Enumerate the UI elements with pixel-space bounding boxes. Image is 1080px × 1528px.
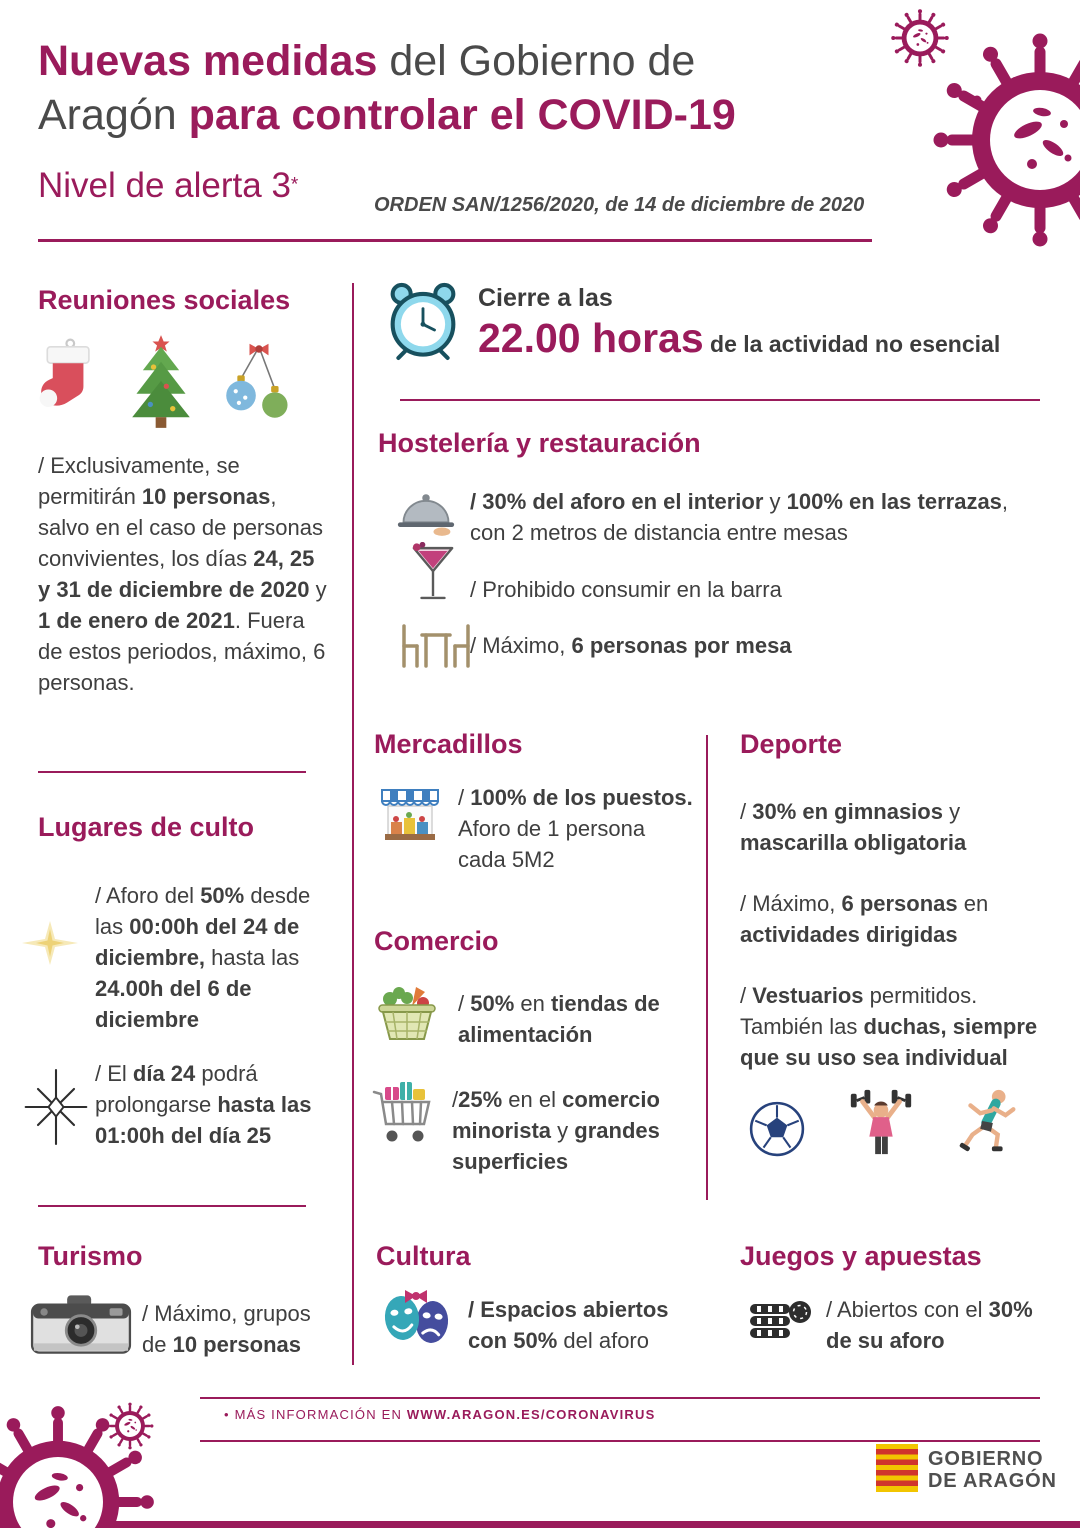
closure-banner-detail: de la actividad no esencial [703,331,1001,357]
gobierno-aragon-logo [928,1448,1057,1492]
cocktail-icon [410,542,456,611]
footer-divider-bottom [200,1440,1040,1442]
hosteleria-item-mesa: / Máximo, 6 personas por mesa [470,633,792,658]
theater-masks-icon [378,1288,456,1353]
deporte-item-vestuarios: / Vestuarios permitidos. También las duchas, siempre que su uso sea individual [740,983,1038,1070]
camera-icon [30,1288,132,1365]
logo-line1: GOBIERNO [928,1448,1044,1470]
page-title-line1: Nuevas medidas del Gobierno de [38,37,696,85]
coronavirus-info-url: WWW.ARAGON.ES/CORONAVIRUS [406,1407,656,1422]
culto-item-aforo: / Aforo del 50% desde las 00:00h del 24 de diciembre, hasta las 24.00h del 6 de diciembre [95,883,311,1032]
section-title-hosteleria: Hostelería y restauración [378,428,701,458]
deporte-item-gimnasios: / 30% en gimnasios y mascarilla obligatoria [740,799,967,855]
candle-glow-icon [18,920,82,971]
deporte-item-actividades: / Máximo, 6 personas en actividades dirigidas [740,891,989,947]
shopping-cart-icon [372,1080,438,1151]
section-title-juegos: Juegos y apuestas [740,1241,982,1271]
comercio-item-minorista: /25% en el comercio minorista y grandes superficies [452,1087,660,1174]
logo-line2: DE ARAGÓN [928,1470,1057,1492]
christmas-stocking-icon [34,338,100,435]
dumbbell-training-icon [848,1086,914,1163]
cloche-icon [396,486,456,543]
order-reference: ORDEN SAN/1256/2020, de 14 de diciembre de 2020 [374,194,865,216]
hosteleria-item-barra: / Prohibido consumir en la barra [470,577,782,602]
section-title-cultura: Cultura [376,1241,471,1271]
closure-banner [478,284,1040,362]
section-title-deporte: Deporte [740,729,843,759]
food-basket-icon [376,984,438,1047]
juegos-item: / Abiertos con el 30% de su aforo [826,1297,1033,1353]
hosteleria-item-aforo: / 30% del aforo en el interior y 100% en las terrazas, con 2 metros de distancia entre mesas [470,489,1009,545]
page-title [38,34,888,142]
christmas-ornaments-icon [222,342,296,435]
footer-info [224,1407,655,1422]
alarm-clock-icon [382,280,464,367]
section-title-reuniones: Reuniones sociales [38,285,291,315]
culto-item-dia24: / El día 24 podrá prolongarse hasta las 01:00h del día 25 [95,1061,312,1148]
soccer-ball-icon [748,1100,806,1163]
market-stall-icon [378,786,442,853]
footer-info-prefix: • MÁS INFORMACIÓN EN [224,1407,407,1422]
table-chairs-icon [396,620,476,677]
poker-chips-icon [744,1286,814,1353]
aragon-flag-icon [876,1444,918,1497]
christmas-icons-row [34,334,296,435]
alert-level [38,166,298,206]
closure-banner-time: 22.00 horas [478,315,704,361]
section-title-comercio: Comercio [374,926,499,956]
sparkle-star-icon [20,1068,92,1151]
reuniones-paragraph: / Exclusivamente, se permitirán 10 personas, salvo en el caso de personas convivientes, los días 24, 25 y 31 de diciembre de 2020 y 1 de enero de 2021. Fuera de estos periodos, máximo, 6 personas. [38,453,327,695]
header-divider [38,239,872,242]
closure-banner-intro: Cierre a las [478,284,613,312]
mercadillos-item: / 100% de los puestos. Aforo de 1 persona cada 5M2 [458,785,693,872]
runner-icon [956,1086,1020,1163]
page-title-line2: Aragón para controlar el COVID-19 [38,91,736,139]
divider-left-column [352,283,354,1365]
closure-banner-divider [400,399,1040,401]
alert-level-note-mark: * [290,174,299,196]
alert-level-text: Nivel de alerta 3 [38,166,291,205]
left-column-divider-1 [38,771,306,773]
christmas-tree-icon [122,334,200,435]
turismo-item: / Máximo, grupos de 10 personas [142,1301,311,1357]
coronavirus-decoration-top-right [840,0,1080,280]
section-title-culto: Lugares de culto [38,812,255,842]
section-title-mercadillos: Mercadillos [374,729,523,759]
comercio-item-alimentacion: / 50% en tiendas de alimentación [458,991,660,1047]
sports-icons-row [748,1086,1020,1163]
section-title-turismo: Turismo [38,1241,143,1271]
footer-divider-top [200,1397,1040,1399]
cultura-item: / Espacios abiertos con 50% del aforo [468,1297,669,1353]
left-column-divider-2 [38,1205,306,1207]
coronavirus-decoration-bottom-left [0,1382,260,1528]
divider-middle-column [706,735,708,1200]
